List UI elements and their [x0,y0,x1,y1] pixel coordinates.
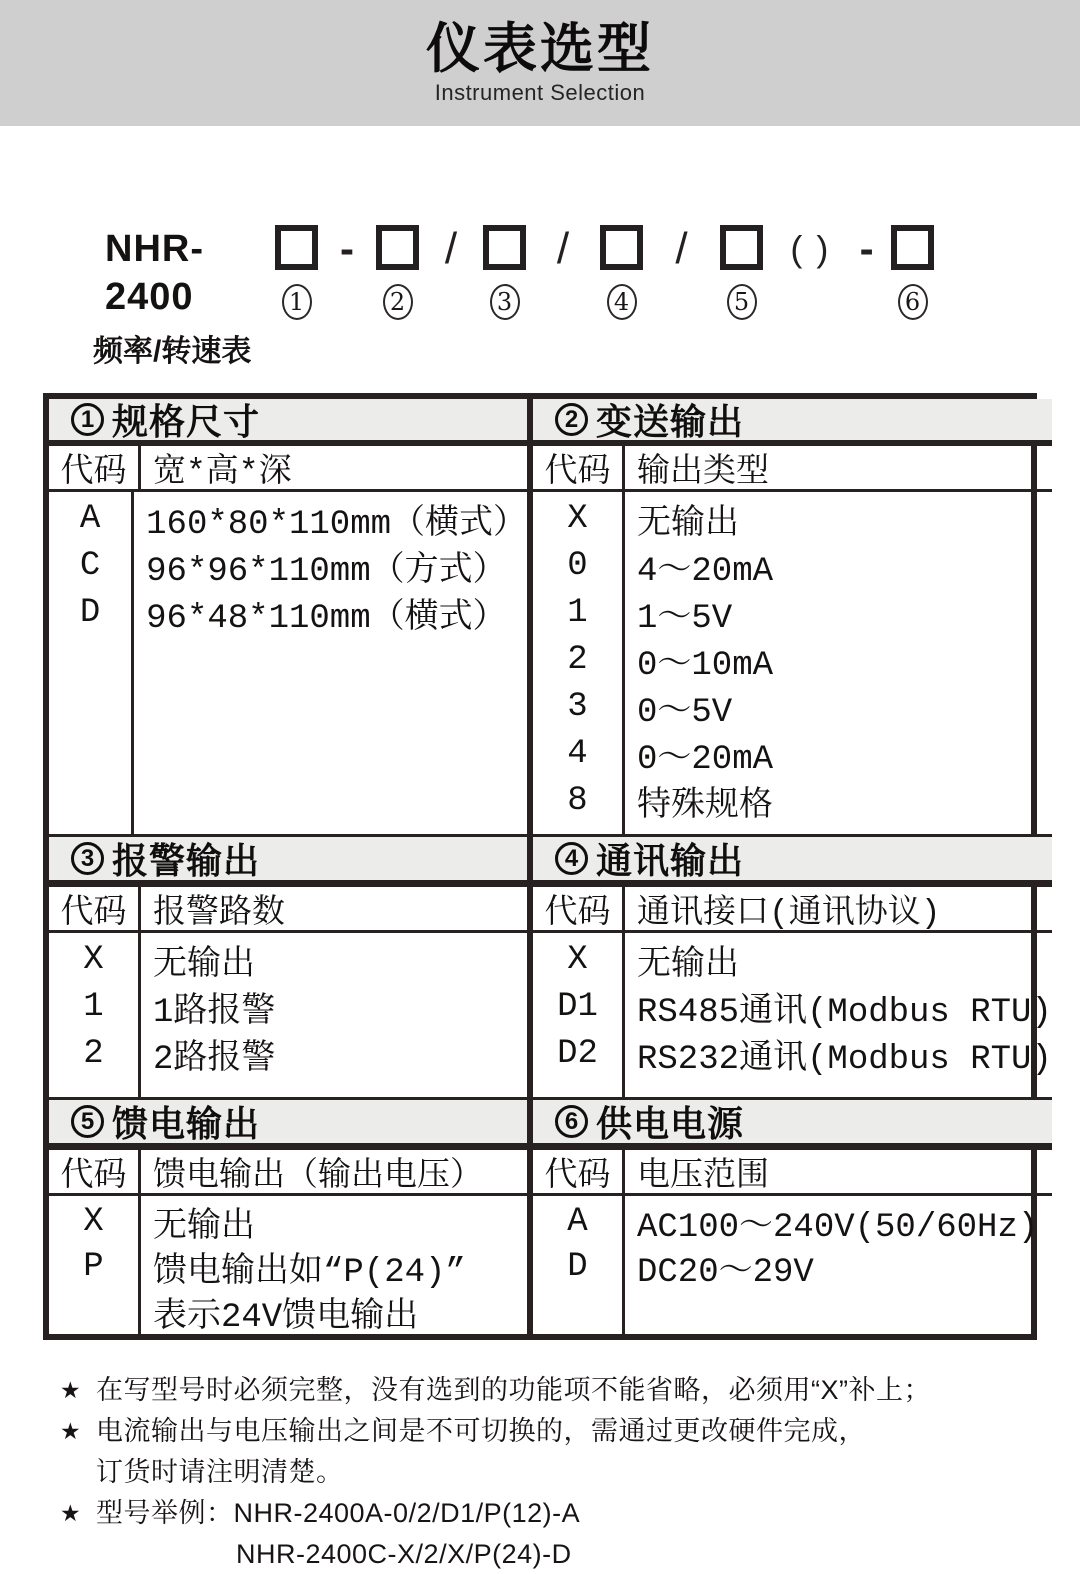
code-column [533,933,625,1097]
note-line-2-continued [60,1452,1080,1492]
desc-column [134,492,527,834]
section-number: 5 [71,1105,104,1138]
selection-table [43,393,1052,1340]
dash-glyph: - [340,225,354,272]
note-label: 型号举例： [96,1498,234,1528]
section-number: 2 [555,403,588,436]
code-column-header: 代码 [49,446,141,489]
desc-cell: 表示24V馈电输出 [153,1298,419,1337]
page-subtitle: Instrument Selection [434,80,646,105]
section-rows [533,1196,1052,1334]
section-header-3 [49,834,527,887]
desc-column-header: 宽*高*深 [153,454,292,491]
star-icon: ★ [60,1377,81,1403]
section-number: 3 [71,842,104,875]
section-feed-output [49,1097,527,1337]
section-title: 报警输出 [112,840,261,881]
section-comm-output [533,834,1052,1097]
model-separator-4 [643,225,720,273]
code-column-header: 代码 [533,887,625,930]
desc-cell: 96*48*110mm（横式） [146,599,507,638]
model-separator-1 [318,225,376,273]
model-slot-4 [600,225,643,320]
section-rows [49,1196,527,1337]
desc-cell: RS232通讯(Modbus RTU) [637,1040,1052,1079]
desc-cell: 1～5V [637,599,733,638]
note-text: 订货时请注明清楚。 [96,1457,344,1487]
model-separator-3 [526,225,600,273]
note-line-2 [60,1411,1080,1451]
section-number: 1 [71,403,104,436]
desc-column [625,933,1052,1097]
circled-number-6: 6 [898,284,928,320]
code-column [533,1196,625,1334]
code-cell: D [79,593,101,632]
code-cell: X [567,499,588,538]
desc-column-header: 馈电输出（输出电压） [153,1158,483,1195]
model-example-2: NHR-2400C-X/2/X/P(24)-D [236,1539,572,1569]
model-code-diagram [93,225,1080,369]
model-example-1: NHR-2400A-0/2/D1/P(12)-A [233,1498,581,1528]
ordering-notes [60,1370,1080,1574]
note-line-4 [60,1534,1080,1574]
model-slot-1 [275,225,318,320]
model-separator-2 [419,225,483,273]
code-cell: 0 [567,546,588,585]
desc-column [625,492,1052,834]
model-box-6 [891,225,934,270]
model-box-5 [720,225,763,270]
desc-cell: AC100～240V(50/60Hz) [637,1208,1039,1247]
section-header-5 [49,1097,527,1150]
desc-column [141,933,527,1097]
desc-cell: 2路报警 [153,1040,276,1079]
section-rows [49,492,527,834]
desc-cell: 特殊规格 [637,787,773,826]
section-header-1 [49,399,527,446]
code-cell: 1 [567,593,588,632]
model-slot-5 [720,225,763,320]
desc-cell: 160*80*110mm（横式） [146,505,527,544]
note-line-3 [60,1493,1080,1533]
section-header-6 [533,1097,1052,1150]
section-title: 变送输出 [596,401,745,442]
star-icon: ★ [60,1418,81,1444]
model-slot-6 [891,225,934,320]
desc-cell: 4～20mA [637,552,774,591]
model-box-2 [376,225,419,270]
model-label-column [93,225,275,369]
section-power-supply [533,1097,1052,1334]
code-cell: D1 [557,987,598,1026]
column-headers [533,1150,1052,1196]
note-text: 电流输出与电压输出之间是不可切换的，需通过更改硬件完成， [96,1416,866,1446]
section-title: 规格尺寸 [112,401,261,442]
code-cell: A [567,1202,588,1241]
code-cell: 2 [83,1034,104,1073]
desc-column-header: 报警路数 [153,895,285,932]
desc-cell: 无输出 [637,505,739,544]
model-separator-5 [763,225,891,273]
code-cell: X [567,940,588,979]
desc-column-header: 电压范围 [637,1158,769,1195]
code-cell: 2 [567,640,588,679]
model-box-1 [275,225,318,270]
code-cell: X [83,1202,104,1241]
section-rows [533,933,1052,1097]
note-text: 在写型号时必须完整，没有选到的功能项不能省略，必须用“X”补上； [96,1375,931,1405]
section-rows [49,933,527,1097]
circled-number-5: 5 [727,284,757,320]
code-column-header: 代码 [533,446,625,489]
code-column [49,933,141,1097]
code-column [49,492,134,834]
section-title: 供电电源 [596,1103,745,1144]
slash-glyph: / [444,224,458,273]
page-banner [0,0,1080,126]
column-headers [49,887,527,933]
code-cell: C [79,546,101,585]
code-cell [49,1289,138,1334]
code-cell: P [83,1247,104,1286]
desc-cell: 1路报警 [153,993,276,1032]
section-number: 6 [555,1105,588,1138]
code-cell: 8 [567,781,588,820]
desc-cell: 0～10mA [637,646,774,685]
section-header-4 [533,834,1052,887]
desc-column-header: 通讯接口(通讯协议) [637,895,941,932]
section-title: 通讯输出 [596,840,745,881]
desc-cell: 无输出 [153,1208,255,1247]
circled-number-1: 1 [282,284,312,320]
column-headers [533,446,1052,492]
section-title: 馈电输出 [112,1103,261,1144]
section-spec-size [49,399,527,834]
code-cell: X [83,940,104,979]
desc-cell: DC20～29V [637,1253,814,1292]
desc-cell: 0～20mA [637,740,774,779]
desc-cell: 96*96*110mm（方式） [146,552,507,591]
page-title: 仪表选型 [426,19,654,79]
slash-glyph: / [556,224,570,273]
model-box-4 [600,225,643,270]
column-headers [49,446,527,492]
desc-cell: 无输出 [153,946,255,985]
section-rows [533,492,1052,834]
code-cell: 4 [567,734,588,773]
model-slot-3 [483,225,526,320]
code-column [533,492,625,834]
desc-cell: 馈电输出如“P(24)” [153,1253,466,1292]
note-line-1 [60,1370,1080,1410]
table-left-column [49,399,533,1337]
desc-cell: 无输出 [637,946,739,985]
model-prefix: NHR-2400 [105,228,204,318]
table-right-column [533,399,1052,1334]
model-slot-2 [376,225,419,320]
model-sub-label: 频率/转速表 [93,335,252,368]
code-column-header: 代码 [49,1150,141,1193]
code-cell: D2 [557,1034,598,1073]
circled-number-4: 4 [607,284,637,320]
desc-column [625,1196,1052,1334]
desc-cell: 0～5V [637,693,733,732]
star-icon: ★ [60,1500,81,1526]
code-column [49,1196,141,1334]
desc-cell: RS485通讯(Modbus RTU) [637,993,1052,1032]
slash-glyph: / [675,224,688,273]
section-header-2 [533,399,1052,446]
column-headers [49,1150,527,1196]
model-box-3 [483,225,526,270]
code-column-header: 代码 [533,1150,625,1193]
code-cell: A [79,499,101,538]
section-alarm-output [49,834,527,1097]
desc-column-header: 输出类型 [637,454,769,491]
desc-column [141,1196,527,1337]
column-headers [533,887,1052,933]
dash-glyph: - [859,225,874,272]
circled-number-3: 3 [490,284,520,320]
code-cell: 3 [567,687,588,726]
parentheses-glyph: () [790,228,843,269]
code-column-header: 代码 [49,887,141,930]
section-transmit-output [533,399,1052,834]
code-cell: 1 [83,987,104,1026]
code-cell: D [567,1247,588,1286]
section-number: 4 [555,842,588,875]
circled-number-2: 2 [383,284,413,320]
